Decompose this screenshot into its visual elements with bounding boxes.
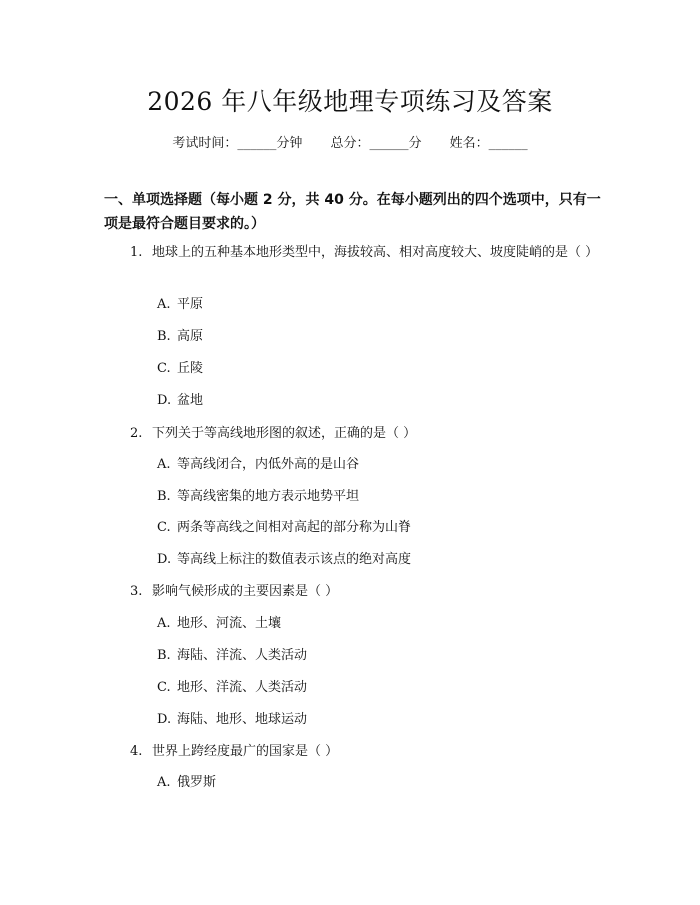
question-text: 世界上跨经度最广的国家是（ ） xyxy=(152,744,339,759)
option-letter: D. xyxy=(157,552,172,567)
option-letter: A. xyxy=(157,616,171,631)
question-text: 下列关于等高线地形图的叙述，正确的是（ ） xyxy=(152,426,417,441)
question-2-option-d xyxy=(157,550,411,570)
total-score-field: 总分：______分 xyxy=(330,136,422,151)
option-letter: A. xyxy=(157,457,171,472)
question-number: 2. xyxy=(130,426,143,441)
question-1-option-b xyxy=(157,327,203,347)
student-name-field: 姓名：______ xyxy=(449,136,528,151)
option-text: 两条等高线之间相对高起的部分称为山脊 xyxy=(177,520,412,535)
option-text: 等高线上标注的数值表示该点的绝对高度 xyxy=(177,552,412,567)
page-title: 2026 年八年级地理专项练习及答案 xyxy=(147,87,553,116)
question-3-option-b xyxy=(157,646,307,666)
option-letter: A. xyxy=(157,775,171,790)
option-letter: C. xyxy=(157,520,171,535)
question-3-option-d xyxy=(157,710,307,730)
exam-info-row xyxy=(0,132,700,151)
option-letter: C. xyxy=(157,361,171,376)
question-2-option-c xyxy=(157,518,411,538)
option-text: 地形、洋流、人类活动 xyxy=(177,680,308,695)
question-1-option-a xyxy=(157,295,203,315)
question-2 xyxy=(104,423,604,445)
option-letter: B. xyxy=(157,329,171,344)
question-4-option-a xyxy=(157,773,216,793)
question-1-option-c xyxy=(157,359,203,379)
section-heading: 一、单项选择题（每小题 2 分，共 40 分。在每小题列出的四个选项中，只有一项是最符合题目要求的。） xyxy=(104,192,601,232)
option-text: 地形、河流、土壤 xyxy=(177,616,282,631)
question-3 xyxy=(104,581,604,603)
option-text: 海陆、地形、地球运动 xyxy=(177,712,308,727)
question-text: 地球上的五种基本地形类型中，海拔较高、相对高度较大、坡度陡峭的是（ ） xyxy=(152,245,599,260)
option-text: 平原 xyxy=(177,297,204,312)
question-3-option-c xyxy=(157,678,307,698)
question-1 xyxy=(104,242,604,264)
option-text: 俄罗斯 xyxy=(177,775,217,790)
question-2-option-a xyxy=(157,455,359,475)
option-letter: D. xyxy=(157,712,172,727)
question-number: 3. xyxy=(130,584,143,599)
option-letter: B. xyxy=(157,489,171,504)
option-text: 海陆、洋流、人类活动 xyxy=(177,648,308,663)
option-letter: B. xyxy=(157,648,171,663)
question-2-option-b xyxy=(157,487,359,507)
question-number: 1. xyxy=(130,245,143,260)
question-text: 影响气候形成的主要因素是（ ） xyxy=(152,584,339,599)
option-text: 丘陵 xyxy=(177,361,204,376)
exam-time-field: 考试时间：______分钟 xyxy=(172,136,303,151)
option-text: 等高线密集的地方表示地势平坦 xyxy=(177,489,360,504)
question-3-option-a xyxy=(157,614,281,634)
question-4 xyxy=(104,741,604,763)
option-text: 盆地 xyxy=(177,393,204,408)
option-letter: D. xyxy=(157,393,172,408)
option-letter: A. xyxy=(157,297,171,312)
option-text: 等高线闭合，内低外高的是山谷 xyxy=(177,457,360,472)
question-number: 4. xyxy=(130,744,143,759)
question-1-option-d xyxy=(157,391,203,411)
option-letter: C. xyxy=(157,680,171,695)
option-text: 高原 xyxy=(177,329,204,344)
